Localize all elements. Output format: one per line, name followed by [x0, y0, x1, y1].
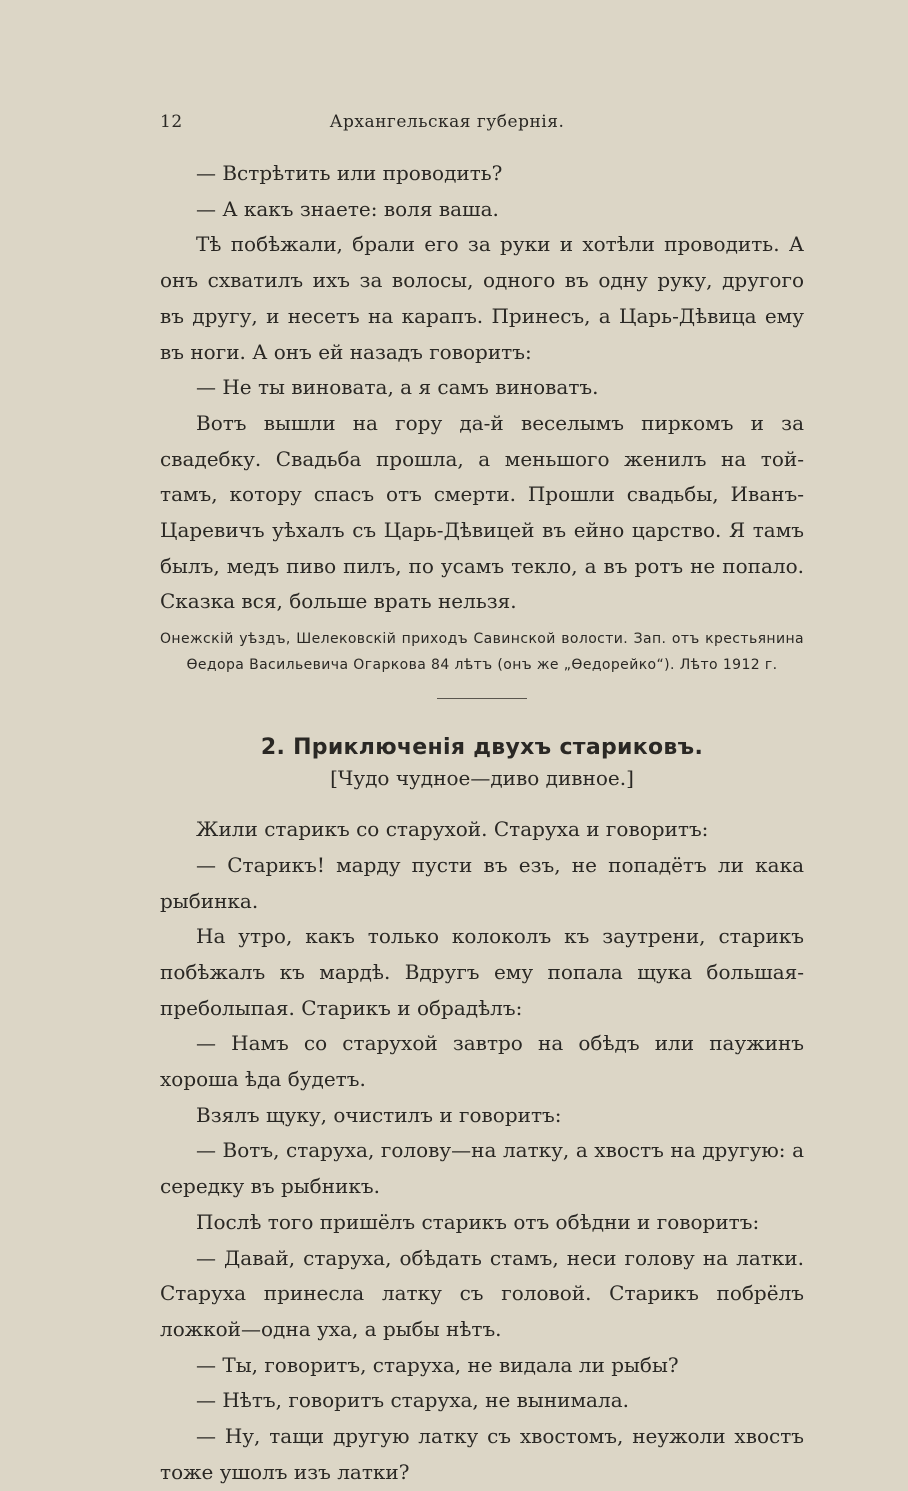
paragraph: Жили старикъ со старухой. Старуха и говоритъ: [196, 817, 709, 842]
page-header [160, 112, 804, 156]
paragraph: — А какъ знаете: воля ваша. [196, 196, 499, 221]
paragraph: На утро, какъ только колоколъ къ заутрени, старикъ побѣжалъ къ мардѣ. Вдругъ ему попала щука большая-преболыпая. Старикъ и обрадѣлъ: [160, 924, 804, 1020]
paragraph: Вотъ вышли на гору да-й веселымъ пиркомъ и за свадебку. Свадьба прошла, а меньшого женилъ на той-тамъ, котору спасъ отъ смерти. Прошли свадьбы, Иванъ-Царевичъ уѣхалъ съ Царь-Дѣвицей въ ейно царство. Я тамъ былъ, медъ пиво пилъ, по усамъ текло, а въ ротъ не попало. Сказка вся, больше врать нельзя. [160, 410, 804, 614]
tale-2-text [160, 812, 804, 1490]
paragraph: — Встрѣтить или проводить? [196, 161, 503, 185]
running-title: Архангельская губернія. [329, 112, 565, 132]
paragraph: — Нѣтъ, говоритъ старуха, не вынимала. [196, 1388, 629, 1413]
paragraph: — Давай, старуха, обѣдать стамъ, неси голову на латки. Старуха принесла латку съ головой. Старикъ побрёлъ ложкой—одна уха, а рыбы нѣтъ. [160, 1245, 804, 1341]
paragraph: — Ну, тащи другую латку съ хвостомъ, неужоли хвостъ тоже ушолъ изъ латки? [160, 1424, 804, 1484]
source-note: Онежскій уѣздъ, Шелековскій приходъ Савинской волости. Зап. отъ крестьянина Ѳедора Васильевича Огаркова 84 лѣтъ (онъ же „Ѳедорейко“). Лѣто 1912 г. [160, 631, 804, 674]
paragraph: Взялъ щуку, очистилъ и говоритъ: [196, 1102, 562, 1127]
paragraph: — Намъ со старухой завтро на обѣдъ или паужинъ хороша ѣда будетъ. [160, 1031, 804, 1092]
paragraph: — Вотъ, старуха, голову—на латку, а хвостъ на другую: а середку въ рыбникъ. [160, 1138, 804, 1199]
story-title: 2. Приключенія двухъ стариковъ. [260, 735, 704, 761]
story-subtitle: [Чудо чудное—диво дивное.] [330, 766, 634, 791]
section-divider [437, 698, 527, 699]
paragraph: — Не ты виновата, а я самъ виноватъ. [196, 375, 599, 400]
paragraph: — Ты, говоритъ, старуха, не видала ли рыбы? [196, 1352, 679, 1377]
page-number: 12 [160, 112, 183, 132]
paragraph: Послѣ того пришёлъ старикъ отъ обѣдни и говоритъ: [196, 1209, 760, 1234]
paragraph: Тѣ побѣжали, брали его за руки и хотѣли проводить. А онъ схватилъ ихъ за волосы, одного въ одну руку, другого въ другу, и несетъ на карапъ. Принесъ, а Царь-Дѣвица ему въ ноги. А онъ ей назадъ говоритъ: [160, 232, 804, 364]
tale-1-ending [160, 156, 804, 620]
paragraph: — Старикъ! марду пусти въ езъ, не попадётъ ли кака рыбинка. [160, 852, 804, 913]
